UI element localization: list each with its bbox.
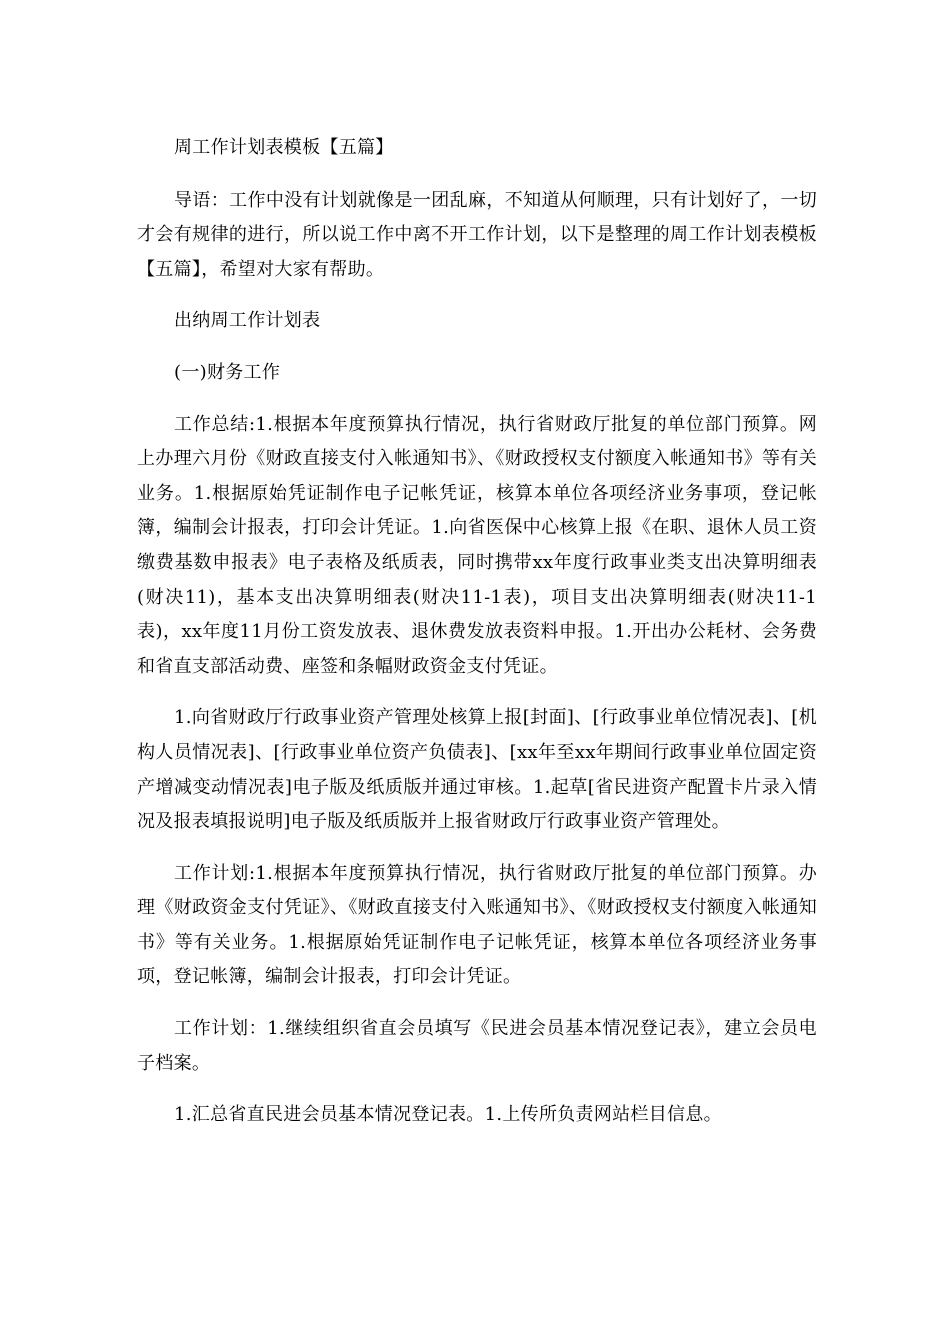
intro-paragraph: 导语：工作中没有计划就像是一团乱麻，不知道从何顺理，只有计划好了，一切才会有规律的进行，所以说工作中离不开工作计划，以下是整理的周工作计划表模板【五篇】，希望对大家有帮助。 — [137, 189, 817, 280]
member-plan-paragraph: 工作计划：1.继续组织省直会员填写《民进会员基本情况登记表》，建立会员电子档案。 — [137, 1018, 817, 1074]
document-page — [137, 131, 817, 1150]
document-title: 周工作计划表模板【五篇】 — [174, 137, 394, 158]
summary-item-paragraph: 1.汇总省直民进会员基本情况登记表。1.上传所负责网站栏目信息。 — [174, 1104, 722, 1126]
work-plan-paragraph: 工作计划:1.根据本年度预算执行情况，执行省财政厅批复的单位部门预算。办理《财政资金支付凭证》、《财政直接支付入账通知书》、《财政授权支付额度入帐通知书》等有关业务。1.根据原始凭证制作电子记帐凭证，核算本单位各项经济业务事项，登记帐簿，编制会计报表，打印会计凭证。 — [137, 862, 817, 988]
section-heading: 出纳周工作计划表 — [174, 310, 321, 332]
work-summary-paragraph: 工作总结:1.根据本年度预算执行情况，执行省财政厅批复的单位部门预算。网上办理六月份《财政直接支付入帐通知书》、《财政授权支付额度入帐通知书》等有关业务。1.根据原始凭证制作电子记帐凭证，核算本单位各项经济业务事项，登记帐簿，编制会计报表，打印会计凭证。1.向省医保中心核算上报《在职、退休人员工资缴费基数申报表》电子表格及纸质表，同时携带xx年度行政事业类支出决算明细表(财决11)，基本支出决算明细表(财决11-1表)，项目支出决算明细表(财决11-1表)，xx年度11月份工资发放表、退休费发放表资料申报。1.开出办公耗材、会务费和省直支部活动费、座签和条幅财政资金支付凭证。 — [137, 413, 817, 677]
subsection-heading: (一)财务工作 — [174, 361, 281, 383]
asset-report-paragraph: 1.向省财政厅行政事业资产管理处核算上报[封面]、[行政事业单位情况表]、[机构人员情况表]、[行政事业单位资产负债表]、[xx年至xx年期间行政事业单位固定资产增减变动情况表]电子版及纸质版并通过审核。1.起草[省民进资产配置卡片录入情况及报表填报说明]电子版及纸质版并上报省财政厅行政事业资产管理处。 — [137, 707, 817, 833]
